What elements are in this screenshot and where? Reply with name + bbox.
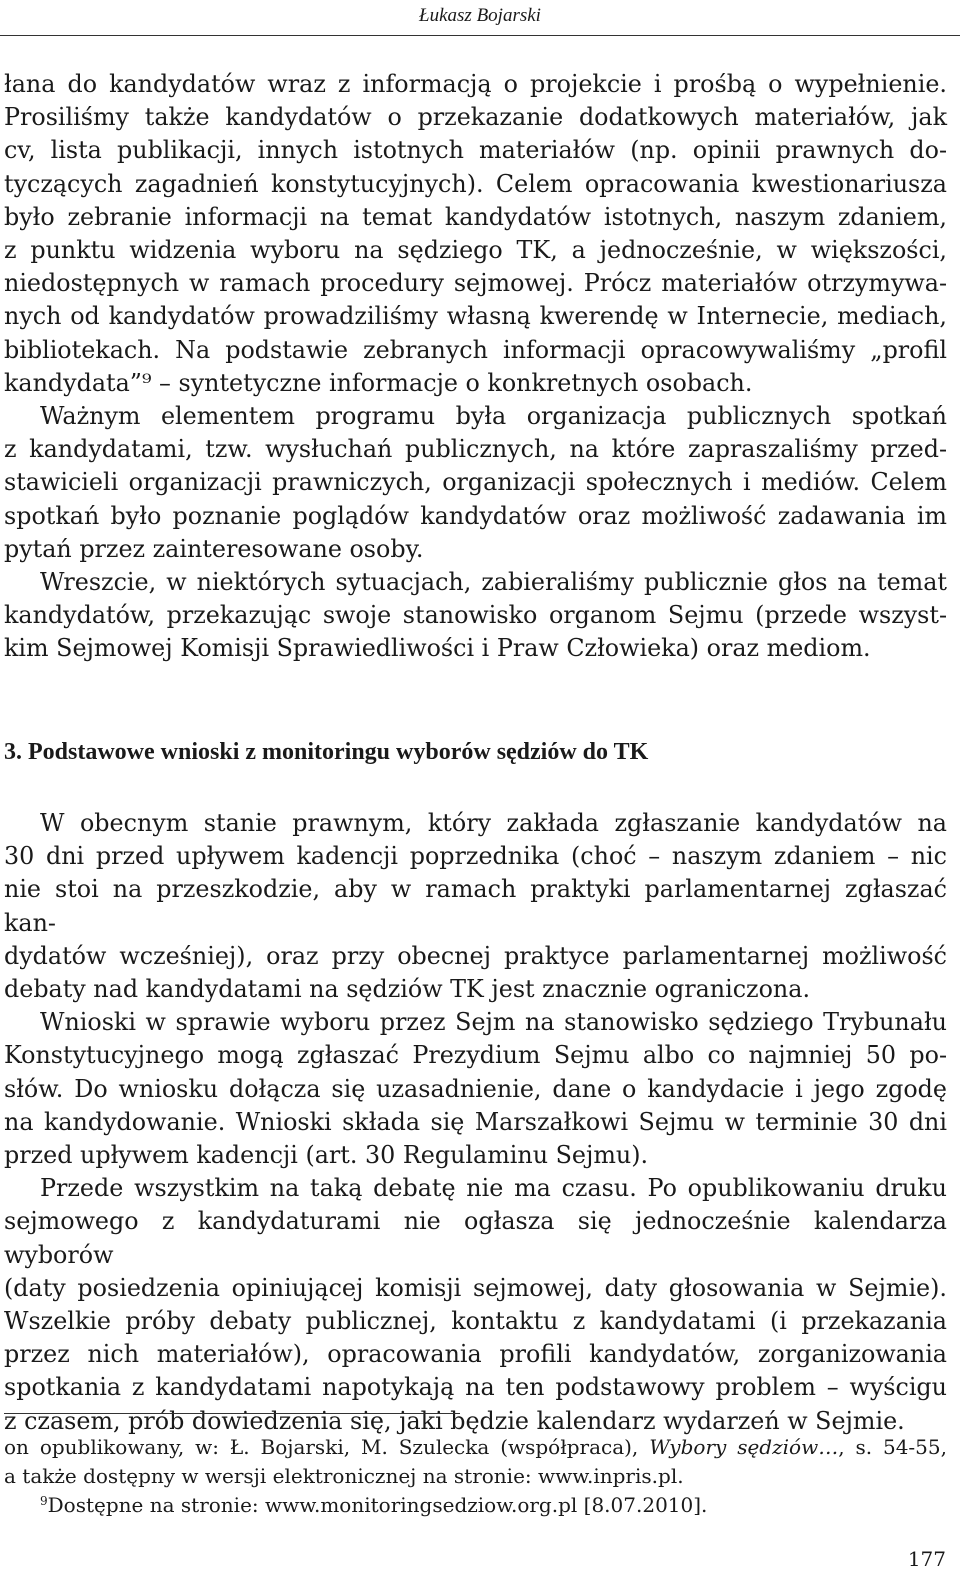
text-line: tyczących zagadnień konstytucyjnych). Celem opracowania kwestionariusza: [4, 169, 947, 198]
text-line: z punktu widzenia wyboru na sędziego TK, a jednocześnie, w większości,: [4, 236, 947, 265]
footnote-continued-line2: a także dostępny w wersji elektronicznej na stronie: www.inpris.pl.: [4, 1464, 684, 1488]
text-line: Wreszcie, w niektórych sytuacjach, zabieraliśmy publicznie głos na temat: [40, 568, 947, 597]
footnote-9-marker: 9: [40, 1493, 48, 1508]
text-line: spotkań było poznanie poglądów kandydatów oraz możliwość zadawania im: [4, 501, 947, 530]
paragraph: [4, 1006, 947, 1172]
running-header: Łukasz Bojarski: [419, 5, 541, 26]
text-line: cv, lista publikacji, innych istotnych materiałów (np. opinii prawnych do-: [4, 136, 947, 165]
text-line: kandydatów, przekazując swoje stanowisko organom Sejmu (przede wszyst-: [4, 601, 947, 630]
paragraph: [4, 68, 947, 400]
text-line: niedostępnych w ramach procedury sejmowej. Prócz materiałów otrzymywa-: [4, 269, 947, 298]
text-line: kim Sejmowej Komisji Sprawiedliwości i Praw Człowieka) oraz mediom.: [4, 634, 871, 663]
text-line: spotkania z kandydatami napotykają na ten podstawowy problem – wyścigu: [4, 1373, 947, 1402]
section-1-body: [4, 68, 947, 666]
header-rule: [0, 35, 960, 36]
page-number: 177: [907, 1547, 946, 1571]
paragraph: [4, 566, 947, 666]
text-line: W obecnym stanie prawnym, który zakłada zgłaszanie kandydatów na: [40, 809, 947, 837]
text-line: sejmowego z kandydaturami nie ogłasza się jednocześnie kalendarza wyborów: [4, 1207, 947, 1269]
footnote-9-text: Dostępne na stronie: www.monitoringsedziow.org.pl [8.07.2010].: [47, 1493, 708, 1517]
footnote-rule: [4, 1413, 460, 1414]
text-line: Wszelkie próby debaty publicznej, kontaktu z kandydatami (i przekazania: [4, 1307, 947, 1336]
text-line: dydatów wcześniej), oraz przy obecnej praktyce parlamentarnej możliwość: [4, 941, 947, 970]
text-line: Prosiliśmy także kandydatów o przekazanie dodatkowych materiałów, jak: [4, 103, 947, 132]
paragraph: [4, 807, 947, 1006]
footnotes: [4, 1433, 947, 1520]
text-line: kandydata”⁹ – syntetyczne informacje o konkretnych osobach.: [4, 368, 753, 397]
text-line: przed upływem kadencji (art. 30 Regulaminu Sejmu).: [4, 1141, 649, 1170]
footnote-9: [4, 1491, 947, 1520]
text-line: z czasem, prób dowiedzenia się, jaki będzie kalendarz wydarzeń w Sejmie.: [4, 1406, 905, 1435]
text-line: słów. Do wniosku dołącza się uzasadnienie, dane o kandydacie i jego zgodę: [4, 1074, 947, 1103]
footnote-pages: , s. 54-55,: [838, 1435, 947, 1459]
paragraph: [4, 1172, 947, 1438]
text-line: nych od kandydatów prowadziliśmy własną kwerendę w Internecie, mediach,: [4, 302, 947, 331]
text-line: Przede wszystkim na taką debatę nie ma czasu. Po opublikowaniu druku: [40, 1174, 947, 1203]
text-line: przez nich materiałów), opracowania profili kandydatów, zorganizowania: [4, 1340, 947, 1369]
text-line: Ważnym elementem programu była organizacja publicznych spotkań: [40, 402, 947, 431]
text-line: było zebranie informacji na temat kandydatów istotnych, naszym zdaniem,: [4, 202, 947, 231]
text-line: bibliotekach. Na podstawie zebranych informacji opracowywaliśmy „profil: [4, 335, 947, 364]
section-2-body: [4, 807, 947, 1438]
text-line: łana do kandydatów wraz z informacją o projekcie i prośbą o wypełnienie.: [4, 70, 947, 98]
section-heading: 3. Podstawowe wnioski z monitoringu wyborów sędziów do TK: [4, 739, 649, 765]
text-line: Wnioski w sprawie wyboru przez Sejm na stanowisko sędziego Trybunału: [40, 1008, 947, 1037]
text-line: Konstytucyjnego mogą zgłaszać Prezydium Sejmu albo co najmniej 50 po-: [4, 1041, 947, 1070]
footnote-book-title: Wybory sędziów…: [649, 1435, 839, 1459]
text-line: 30 dni przed upływem kadencji poprzednika (choć – naszym zdaniem – nic: [4, 842, 947, 871]
text-line: z kandydatami, tzw. wysłuchań publicznych, na które zapraszaliśmy przed-: [4, 435, 947, 464]
text-line: debaty nad kandydatami na sędziów TK jest znacznie ograniczona.: [4, 975, 811, 1004]
text-line: stawicieli organizacji prawniczych, organizacji społecznych i mediów. Celem: [4, 468, 947, 497]
text-line: (daty posiedzenia opiniującej komisji sejmowej, daty głosowania w Sejmie).: [4, 1273, 947, 1302]
text-line: nie stoi na przeszkodzie, aby w ramach praktyki parlamentarnej zgłaszać kan-: [4, 875, 947, 937]
text-line: na kandydowanie. Wnioski składa się Marszałkowi Sejmu w terminie 30 dni: [4, 1107, 947, 1136]
text-line: pytań przez zainteresowane osoby.: [4, 534, 424, 563]
footnote-text: on opublikowany, w: Ł. Bojarski, M. Szulecka (współpraca),: [4, 1435, 639, 1459]
paragraph: [4, 400, 947, 566]
footnote-continued-line1: [4, 1433, 947, 1462]
